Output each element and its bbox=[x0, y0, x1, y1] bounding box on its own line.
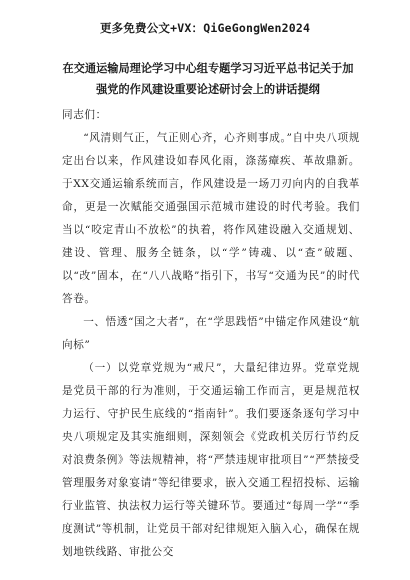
salutation: 同志们： bbox=[62, 109, 107, 121]
body-paragraph: “风清则气正，气正则心齐，心齐则事成。”自中央八项规定出台以来，作风建设如春风化雨，涤荡瘴疾、革故鼎新。于XX交通运输系统而言，作风建设是一场刀刃向内的自我革命，更是一次赋能交通强国示范城市建设的时代考验。我们当以“咬定青山不放松”的执着，将作风建设融入交通规划、建设、管理、服务全链条，以“学”铸魂、以“查”破题、以“改”固本，在“八八战略”指引下，书写“交通为民”的时代答卷。 bbox=[62, 132, 360, 305]
body-paragraph: （一）以党章党规为“戒尺”，大量纪律边界。党章党规是党员干部的行为准则，于交通运输工作而言，更是规范权力运行、守护民生底线的“指南针”。我们要逐条逐句学习中央八项规定及其实施细则，深刻领会《党政机关厉行节约反对浪费条例》等法规精神，将“严禁违规审批项目”“严禁接受管理服务对象宴请”等纪律要求，嵌入交通工程招投标、运输行业监管、执法权力运行等关键环节。要通过“每周一学”“季度测试”等机制，让党员干部对纪律规矩入脑入心，确保在规划地铁线路、审批公交 bbox=[62, 362, 360, 558]
promo-banner: 更多免费公文+VX：QiGeGongWen2024 bbox=[99, 21, 311, 35]
document-title: 在交通运输局理论学习中心组专题学习习近平总书记关于加强党的作风建设重要论述研讨会上的讲话提纲 bbox=[62, 62, 354, 96]
document-body bbox=[62, 104, 360, 564]
section-heading: 一、悟透“国之大者”，在“学思践悟”中锚定作风建设“航向标” bbox=[62, 316, 360, 351]
